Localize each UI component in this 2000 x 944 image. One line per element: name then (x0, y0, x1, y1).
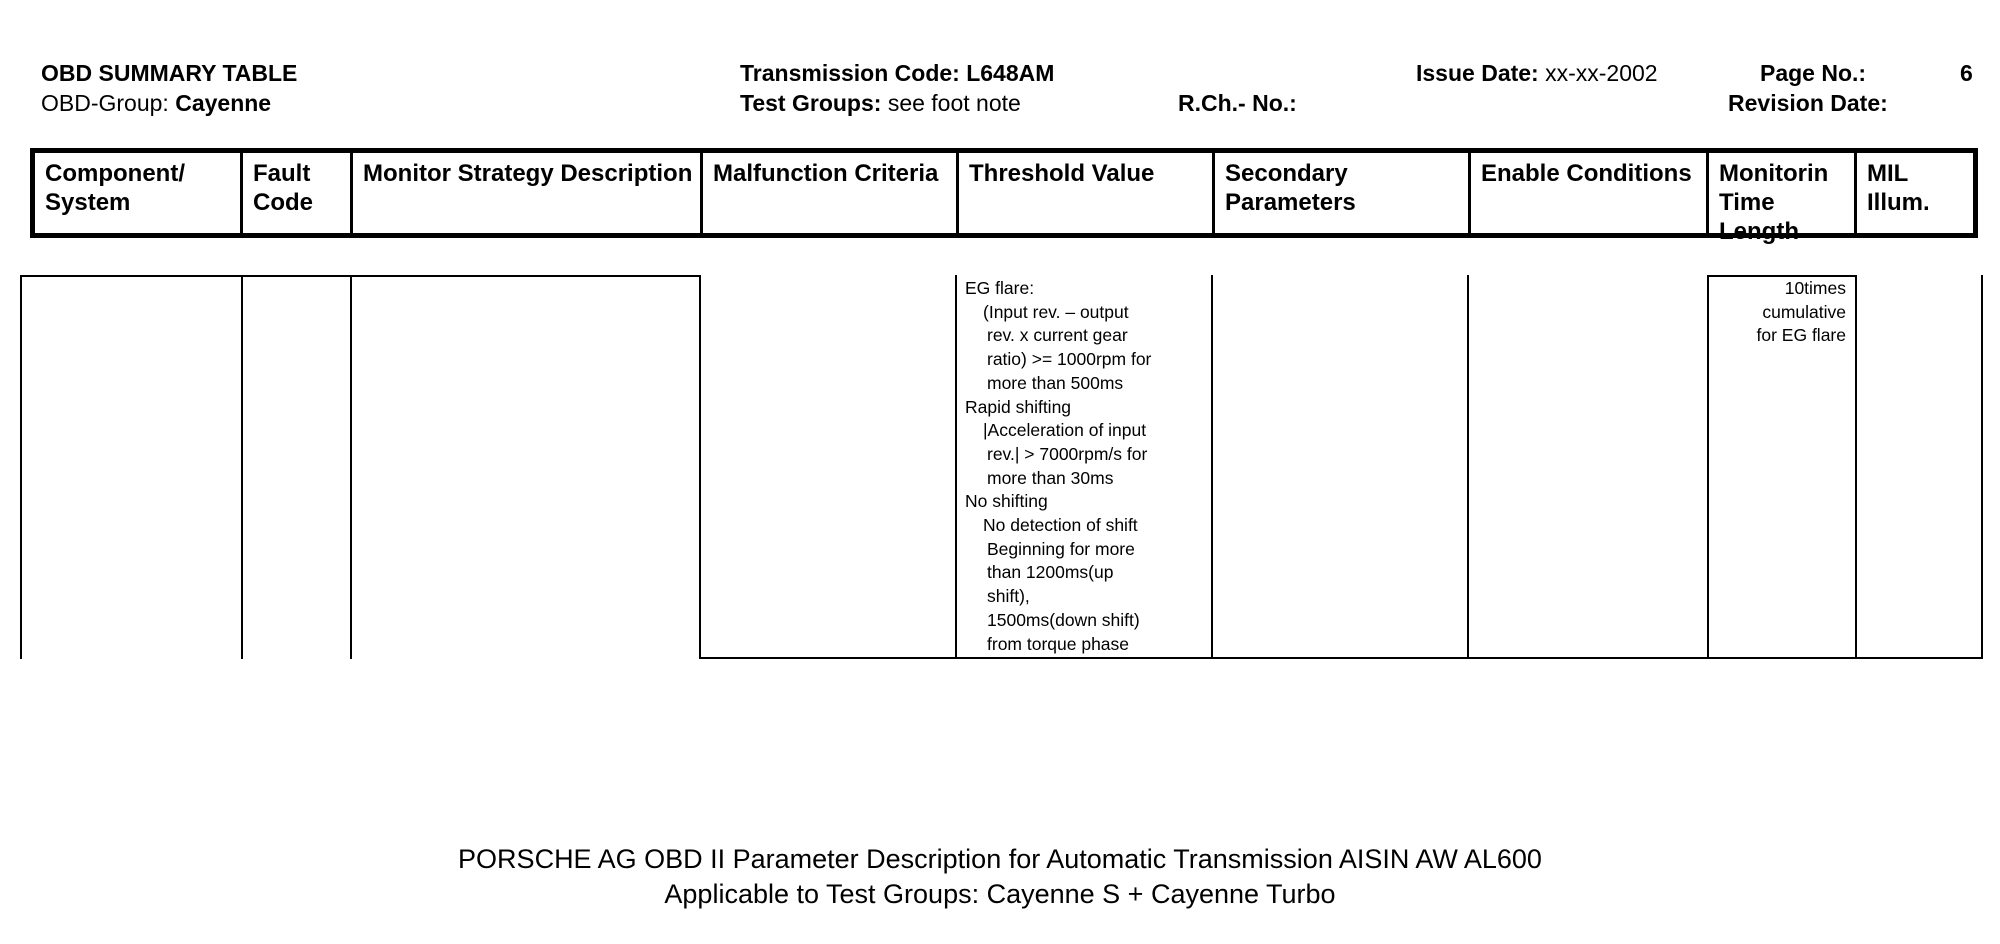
monitoring-line: 10times (1784, 278, 1846, 298)
threshold-line: No detection of shift (983, 515, 1138, 536)
transmission-code (740, 58, 1054, 88)
col-line-7 (1467, 275, 1469, 659)
threshold-line: rev. x current gear (987, 325, 1128, 346)
threshold-line: than 1200ms(up (987, 562, 1114, 583)
test-groups (740, 88, 1021, 118)
threshold-line: rev.| > 7000rpm/s for (987, 443, 1148, 464)
col-line-1 (20, 275, 22, 659)
threshold-line: (Input rev. – output (983, 301, 1129, 322)
col-line-8 (1707, 275, 1709, 659)
issue-date-label: Issue Date: (1416, 60, 1539, 86)
col-header-secondary-parameters: Secondary Parameters (1212, 153, 1468, 233)
monitoring-time-cell (1710, 277, 1846, 348)
threshold-line: ratio) >= 1000rpm for (987, 349, 1152, 370)
col-line-5 (955, 275, 957, 659)
threshold-line: more than 500ms (987, 372, 1124, 393)
col-header-monitor-strategy: Monitor Strategy Description (350, 153, 700, 233)
monitoring-line: for EG flare (1756, 325, 1846, 346)
obd-group-label: OBD-Group: (41, 90, 169, 116)
threshold-line: EG flare: (965, 278, 1035, 298)
threshold-line: |Acceleration of input (983, 420, 1147, 441)
col-header-threshold-value: Threshold Value (956, 153, 1212, 233)
body-bottom-line (699, 657, 1983, 659)
threshold-line: more than 30ms (987, 467, 1114, 488)
page-no-value: 6 (1960, 60, 1973, 86)
col-line-4 (699, 275, 701, 659)
col-line-9 (1855, 275, 1857, 659)
page-footer (0, 842, 2000, 912)
col-header-mil-illum: MIL Illum. (1854, 153, 1973, 233)
revision-date-label: Revision Date: (1728, 90, 1888, 116)
column-header-table (30, 148, 1978, 245)
col-header-malfunction-criteria: Malfunction Criteria (700, 153, 956, 233)
transmission-code-value: L648AM (966, 60, 1055, 86)
threshold-line: No shifting (965, 491, 1048, 512)
threshold-line: Rapid shifting (965, 396, 1072, 417)
test-groups-value: see foot note (887, 90, 1021, 116)
col-line-10 (1981, 275, 1983, 659)
footer-line-2: Applicable to Test Groups: Cayenne S + Cayenne Turbo (664, 879, 1336, 909)
threshold-line: from torque phase (987, 633, 1130, 654)
threshold-value-cell (965, 277, 1210, 656)
obd-group (41, 88, 271, 118)
monitoring-line: cumulative (1762, 301, 1846, 322)
col-header-enable-conditions: Enable Conditions (1468, 153, 1706, 233)
col-line-6 (1211, 275, 1213, 659)
rch-no-label: R.Ch.- No.: (1178, 90, 1297, 116)
col-line-2 (241, 275, 243, 659)
issue-date-value: xx-xx-2002 (1545, 60, 1658, 86)
body-top-line-left (20, 275, 700, 277)
threshold-line: 1500ms(down shift) (987, 609, 1140, 630)
obd-group-value: Cayenne (175, 90, 272, 116)
doc-title: OBD SUMMARY TABLE (41, 60, 298, 86)
col-header-monitoring-time: Monitorin Time Length (1706, 153, 1854, 233)
issue-date (1416, 58, 1658, 88)
col-header-fault-code: Fault Code (240, 153, 357, 233)
threshold-line: shift), (987, 586, 1030, 607)
col-line-3 (350, 275, 352, 659)
test-groups-label: Test Groups: (740, 90, 882, 116)
page-no-label: Page No.: (1760, 60, 1867, 86)
col-header-component: Component/ System (45, 160, 185, 216)
transmission-code-label: Transmission Code: (740, 60, 960, 86)
footer-line-1: PORSCHE AG OBD II Parameter Description for Automatic Transmission AISIN AW AL600 (458, 844, 1542, 874)
threshold-line: Beginning for more (987, 538, 1135, 559)
